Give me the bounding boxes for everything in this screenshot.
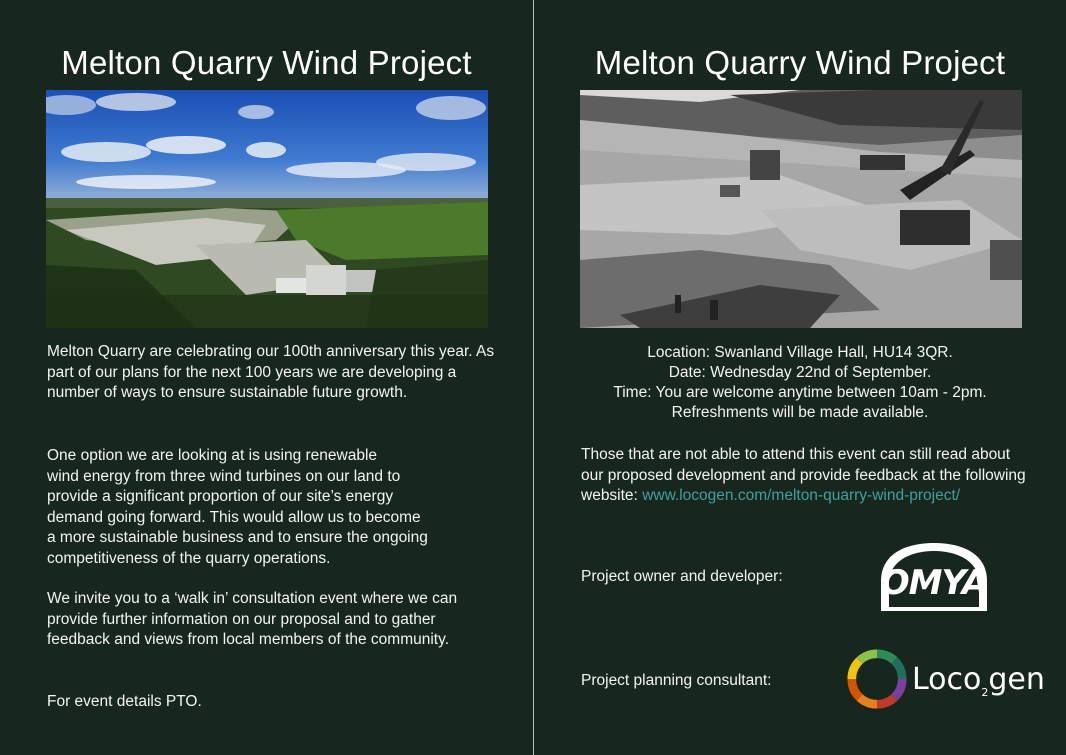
online-feedback-paragraph [581,445,1029,507]
renewable-line: provide a significant proportion of our site’s energy [47,488,394,505]
owner-label: Project owner and developer: [581,568,783,585]
website-link[interactable]: www.locogen.com/melton-quarry-wind-project/ [642,487,961,504]
locogen-text-sub: 2 [981,686,989,699]
right-page [534,0,1066,755]
left-page-title: Melton Quarry Wind Project [61,44,472,81]
event-location: Location: Swanland Village Hall, HU14 3QR. [647,344,953,361]
event-details [534,343,1066,423]
renewable-line: competitiveness of the quarry operations. [47,549,331,567]
historic-quarry-image [580,90,1022,328]
consultant-label: Project planning consultant: [581,672,772,689]
intro-paragraph: Melton Quarry are celebrating our 100th anniversary this year. As part of our plans for the next 100 years we are developing a number of ways to ensure sustainable future growth. [47,343,495,401]
pto-note: For event details PTO. [47,693,202,710]
aerial-quarry-photo [46,90,488,328]
invitation-paragraph: We invite you to a ‘walk in’ consultation event where we can provide further information on our proposal and to gather feedback and views from local members of the community. [47,590,458,648]
online-feedback-text: Those that are not able to attend this event can still read about our proposed development and provide feedback at the following website: [581,446,1026,504]
event-refreshments: Refreshments will be made available. [671,404,929,421]
event-time: Time: You are welcome anytime between 10am - 2pm. [613,384,987,401]
locogen-ring-icon [846,648,908,710]
event-date: Date: Wednesday 22nd of September. [668,364,932,381]
locogen-text-a: Loco [912,662,982,697]
renewable-line: demand going forward. This would allow us to become [47,508,421,526]
renewable-line: wind energy from three wind turbines on our land to [47,467,401,485]
historic-quarry-photo [580,90,1022,328]
renewable-line: One option we are looking at is using renewable [47,447,378,464]
omya-logo [877,541,991,615]
locogen-logo [846,648,1046,712]
omya-logo-text: OMYA [880,563,988,603]
locogen-text-b: gen [988,662,1045,697]
right-page-title: Melton Quarry Wind Project [594,44,1006,81]
renewable-line: a more sustainable business and to ensure the ongoing [47,529,428,546]
locogen-wordmark [912,662,1045,699]
aerial-quarry-image [46,90,488,328]
renewable-paragraph [47,446,497,569]
